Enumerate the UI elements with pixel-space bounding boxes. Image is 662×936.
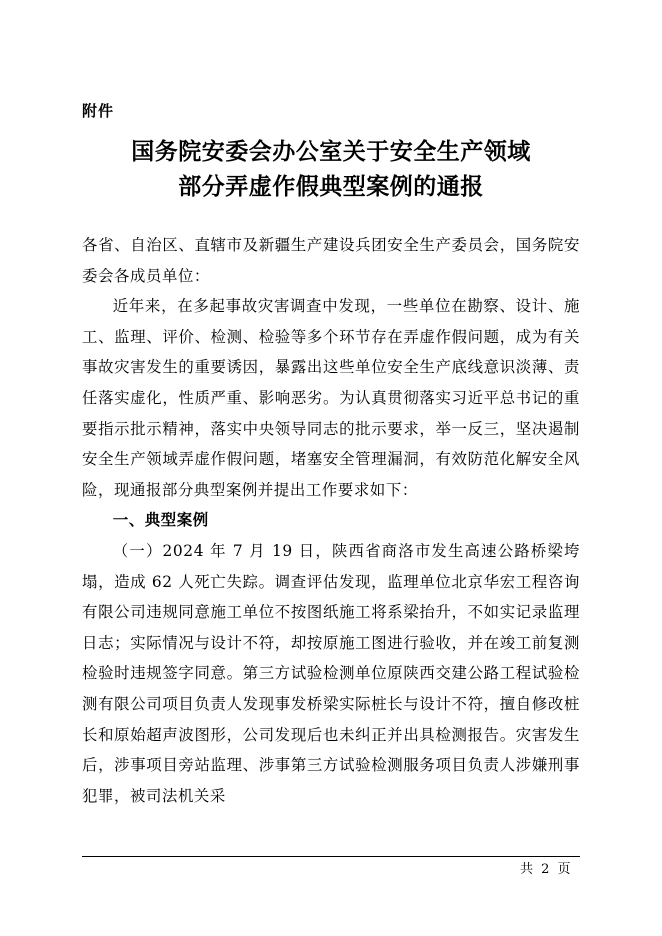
salutation-paragraph: 各省、自治区、直辖市及新疆生产建设兵团安全生产委员会，国务院安委会各成员单位： [82,236,580,285]
page-count-indicator: 共 2 页 [520,862,571,877]
case-one-paragraph: （一）2024 年 7 月 19 日，陕西省商洛市发生高速公路桥梁垮塌，造成 62 人死亡失踪。调查评估发现，监理单位北京华宏工程咨询有限公司违规同意施工单位不按图纸施工将系梁抬升，不如实记录监理日志；实际情况与设计不符，却按原施工图进行验收，并在竣工前复测检验时违规签字同意。第三方试验检测单位原陕西交建公路工程试验检测有限公司项目负责人发现事发桥梁实际桩长与设计不符，擅自修改桩长和原始超声波图形，公司发现后也未纠正并出具检测报告。灾害发生后，涉事项目旁站监理、涉事第三方试验检测服务项目负责人涉嫌刑事犯罪，被司法机关采 [82,541,580,805]
attachment-label: 附件 [82,102,115,120]
section-heading-typical-cases: 一、典型案例 [112,511,209,530]
document-body [82,230,580,811]
footer-divider [82,856,580,857]
intro-paragraph: 近年来，在多起事故灾害调查中发现，一些单位在勘察、设计、施工、监理、评价、检测、检验等多个环节存在弄虚作假问题，成为有关事故灾害发生的重要诱因，暴露出这些单位安全生产底线意识淡薄、责任落实虚化，性质严重、影响恶劣。为认真贯彻落实习近平总书记的重要指示批示精神，落实中央领导同志的批示要求，举一反三，坚决遏制安全生产领域弄虚作假问题，堵塞安全管理漏洞，有效防范化解安全风险，现通报部分典型案例并提出工作要求如下： [82,297,580,499]
document-title-line-1: 国务院安委会办公室关于安全生产领域 [131,138,531,165]
document-title-line-2: 部分弄虚作假典型案例的通报 [178,173,484,200]
